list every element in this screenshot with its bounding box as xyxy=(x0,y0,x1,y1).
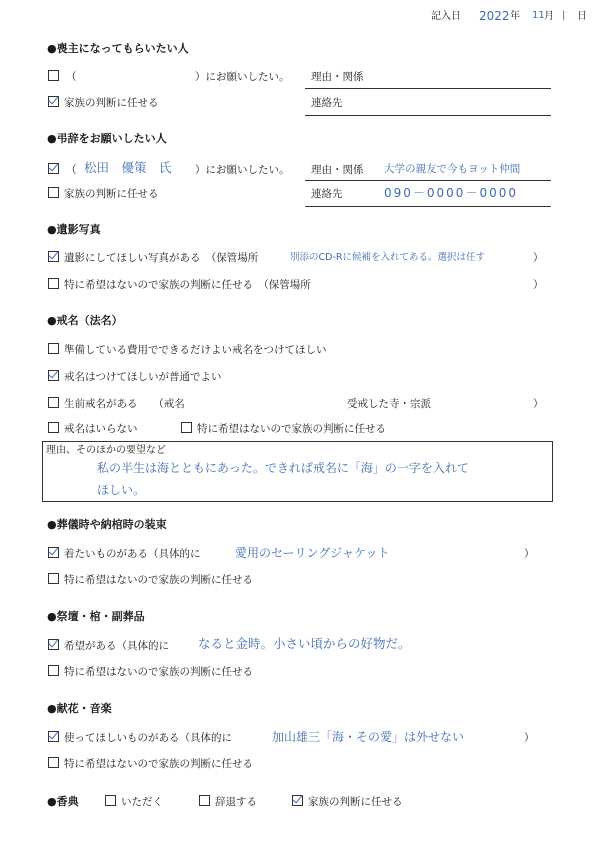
chief-mourner-suffix: ）にお願いしたい。 xyxy=(195,71,290,83)
chief-mourner-checkbox-family[interactable] xyxy=(48,96,59,107)
portrait-checkbox-has-photo[interactable] xyxy=(48,251,59,262)
eulogy-paren: （ xyxy=(66,164,77,176)
koden-checkbox-accept[interactable] xyxy=(105,795,116,806)
flowers-option1-value[interactable]: 加山雄三「海・その愛」は外せない xyxy=(272,730,465,744)
kaimyo-reason-line1: 私の半生は海とともにあった。できれば戒名に「海」の一字を入れて xyxy=(97,461,469,475)
eulogy-suffix: ）にお願いしたい。 xyxy=(195,164,290,176)
altar-option1-label: 希望がある（具体的に xyxy=(64,640,169,652)
chief-mourner-reason-label: 理由・関係 xyxy=(311,71,364,83)
koden-option3-label: 家族の判断に任せる xyxy=(308,796,403,808)
flowers-checkbox-wish[interactable] xyxy=(48,731,59,742)
kaimyo-option3-close: ） xyxy=(533,398,544,410)
flowers-option1-close: ） xyxy=(524,732,535,744)
eulogy-contact-label: 連絡先 xyxy=(311,188,343,200)
kaimyo-checkbox-none[interactable] xyxy=(48,422,59,433)
attire-option1-close: ） xyxy=(524,548,535,560)
altar-title: ●祭壇・棺・副葬品 xyxy=(47,610,145,623)
flowers-title: ●献花・音楽 xyxy=(47,702,112,715)
portrait-title: ●遺影写真 xyxy=(47,223,101,236)
eulogy-family-label: 家族の判断に任せる xyxy=(64,188,159,200)
date-year[interactable]: 2022 xyxy=(479,9,510,23)
eulogy-name-value[interactable]: 松田 優策 氏 xyxy=(84,160,172,175)
attire-checkbox-wish[interactable] xyxy=(48,547,59,558)
flowers-checkbox-family[interactable] xyxy=(48,757,59,768)
portrait-option1-value[interactable]: 別添のCD-Rに候補を入れてある。選択は任す xyxy=(290,252,485,263)
portrait-option1-close: ） xyxy=(533,252,544,264)
attire-option1-value[interactable]: 愛用のセーリングジャケット xyxy=(235,546,390,560)
koden-title: ●香典 xyxy=(47,795,79,808)
attire-option2-label: 特に希望はないので家族の判断に任せる xyxy=(64,574,253,586)
kaimyo-option5-label: 特に希望はないので家族の判断に任せる xyxy=(197,423,386,435)
kaimyo-checkbox-normal[interactable] xyxy=(48,370,59,381)
eulogy-reason-line xyxy=(305,180,551,181)
kaimyo-option1-label: 準備している費用でできるだけよい戒名をつけてほしい xyxy=(64,344,327,356)
koden-option1-label: いただく xyxy=(121,796,163,808)
kaimyo-checkbox-existing[interactable] xyxy=(48,397,59,408)
eulogy-checkbox-person[interactable] xyxy=(48,163,59,174)
portrait-option1-label: 遺影にしてほしい写真がある （保管場所 xyxy=(64,252,259,264)
eulogy-reason-value[interactable]: 大学の親友で今もヨット仲間 xyxy=(384,163,521,175)
portrait-option2-label: 特に希望はないので家族の判断に任せる （保管場所 xyxy=(64,279,311,291)
kaimyo-checkbox-best[interactable] xyxy=(48,343,59,354)
koden-checkbox-family[interactable] xyxy=(292,795,303,806)
chief-mourner-contact-label: 連絡先 xyxy=(311,97,343,109)
altar-option2-label: 特に希望はないので家族の判断に任せる xyxy=(64,666,253,678)
chief-mourner-reason-line xyxy=(305,88,551,89)
altar-checkbox-wish[interactable] xyxy=(48,639,59,650)
kaimyo-reason-label: 理由、そのほかの要望など xyxy=(46,445,166,456)
date-sep: | xyxy=(562,10,566,21)
eulogy-title: ●弔辞をお願いしたい人 xyxy=(47,132,167,145)
altar-checkbox-family[interactable] xyxy=(48,665,59,676)
altar-option1-value[interactable]: なると金時。小さい頃からの好物だ。 xyxy=(198,636,411,651)
flowers-option1-label: 使ってほしいものがある（具体的に xyxy=(64,732,232,744)
chief-mourner-checkbox-person[interactable] xyxy=(48,70,59,81)
kaimyo-checkbox-family[interactable] xyxy=(181,422,192,433)
kaimyo-option3-temple: 受戒した寺・宗派 xyxy=(347,398,431,410)
date-day-unit: 日 xyxy=(577,11,587,22)
attire-option1-label: 着たいものがある（具体的に xyxy=(64,548,201,560)
chief-mourner-family-label: 家族の判断に任せる xyxy=(64,97,159,109)
chief-mourner-paren: （ xyxy=(66,71,77,83)
koden-option2-label: 辞退する xyxy=(215,796,257,808)
kaimyo-reason-line2: ほしい。 xyxy=(97,483,146,497)
flowers-option2-label: 特に希望はないので家族の判断に任せる xyxy=(64,758,253,770)
date-month-unit: 月 xyxy=(544,11,554,22)
attire-checkbox-family[interactable] xyxy=(48,573,59,584)
date-label: 記入日 xyxy=(431,11,461,22)
koden-checkbox-decline[interactable] xyxy=(199,795,210,806)
eulogy-contact-line xyxy=(305,206,551,207)
chief-mourner-contact-line xyxy=(305,115,551,116)
portrait-option2-close: ） xyxy=(533,279,544,291)
kaimyo-title: ●戒名（法名） xyxy=(47,314,123,327)
kaimyo-option4-label: 戒名はいらない xyxy=(64,423,138,435)
kaimyo-option2-label: 戒名はつけてほしいが普通でよい xyxy=(64,371,222,383)
eulogy-contact-value[interactable]: 090－0000－0000 xyxy=(384,186,518,200)
eulogy-checkbox-family[interactable] xyxy=(48,187,59,198)
chief-mourner-title: ●喪主になってもらいたい人 xyxy=(47,42,189,55)
kaimyo-option3-label: 生前戒名がある （戒名 xyxy=(64,398,185,410)
date-year-unit: 年 xyxy=(510,11,520,22)
attire-title: ●葬儀時や納棺時の装束 xyxy=(47,518,167,531)
eulogy-reason-label: 理由・関係 xyxy=(311,164,364,176)
portrait-checkbox-family[interactable] xyxy=(48,278,59,289)
date-month[interactable]: 11 xyxy=(532,10,545,21)
